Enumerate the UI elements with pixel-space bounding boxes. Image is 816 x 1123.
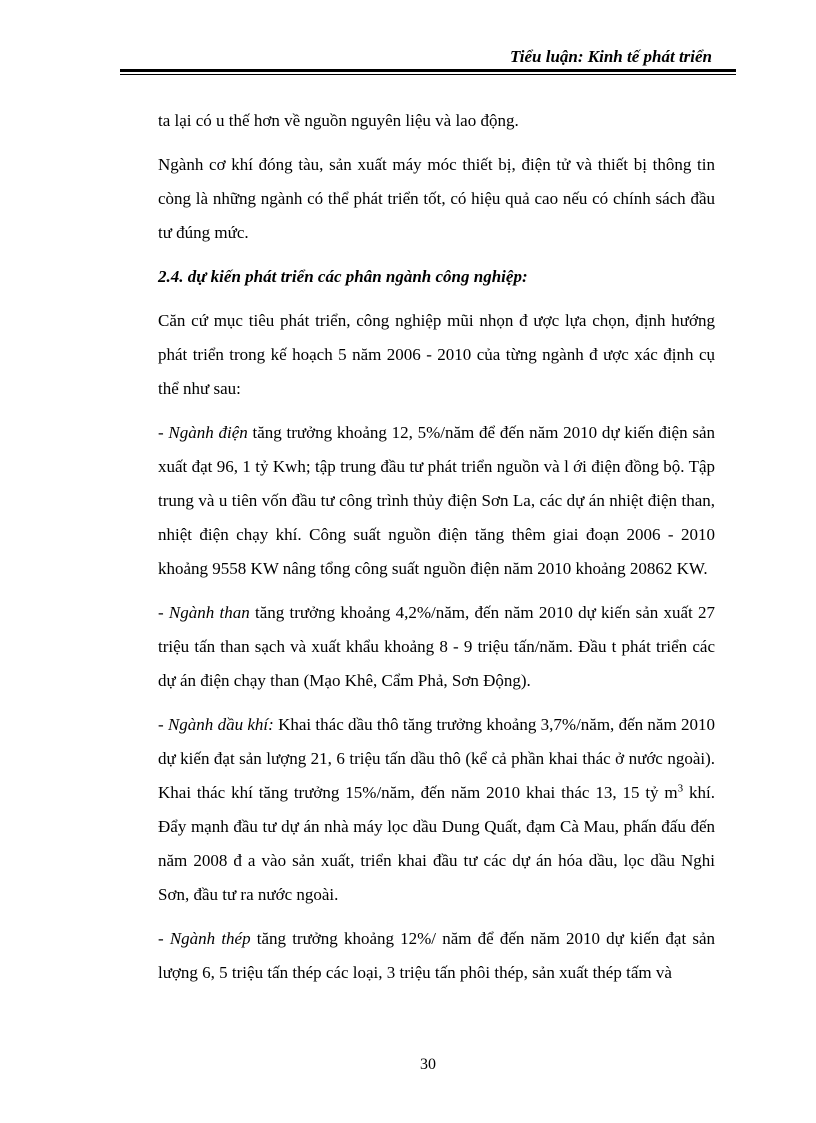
page-header-title: Tiểu luận: Kinh tế phát triển xyxy=(510,47,712,66)
list-dash: - xyxy=(158,715,168,734)
paragraph-text: tăng trưởng khoảng 12, 5%/năm để đến năm 2010 dự kiến điện sản xuất đạt 96, 1 tỷ Kwh; tập trung đầu tư phát triển nguồn và l ới điện đồng bộ. Tập trung và u tiên vốn đầu tư công trình thủy điện Sơn La, các dự án nhiệt điện than, nhiệt điện chạy khí. Công suất nguồn điện tăng thêm giai đoạn 2006 - 2010 khoảng 9558 KW nâng tổng công suất nguồn điện năm 2010 khoảng 20862 KW. xyxy=(158,423,715,578)
paragraph-steel xyxy=(158,922,715,990)
list-dash: - xyxy=(158,929,170,948)
page-body xyxy=(158,104,715,1000)
header-rule-thick xyxy=(120,69,736,72)
list-dash: - xyxy=(158,603,169,622)
paragraph-text: tăng trưởng khoảng 12%/ năm để đến năm 2010 dự kiến đạt sản lượng 6, 5 triệu tấn thép các loại, 3 triệu tấn phôi thép, sản xuất thép tấm và xyxy=(158,929,716,982)
paragraph-mechanical-industry: Ngành cơ khí đóng tàu, sản xuất máy móc thiết bị, điện tử và thiết bị thông tin còng là những ngành có thể phát triển tốt, có hiệu quả cao nếu có chính sách đầu tư đúng mức. xyxy=(158,155,715,242)
paragraph-text: khí. Đẩy mạnh đầu tư dự án nhà máy lọc dầu Dung Quất, đạm Cà Mau, phấn đấu đến năm 2008 đ a vào sản xuất, triển khai đầu tư các dự án hóa dầu, lọc dầu Nghi Sơn, đầu tư ra nước ngoài. xyxy=(158,783,716,904)
superscript: 3 xyxy=(677,782,684,795)
paragraph-oil-gas xyxy=(158,708,715,912)
list-dash: - xyxy=(158,423,169,442)
term-electricity: Ngành điện xyxy=(168,423,248,442)
page-number: 30 xyxy=(420,1056,436,1073)
header-rule-thin xyxy=(120,74,736,75)
paragraph-intro: Căn cứ mục tiêu phát triển, công nghiệp mũi nhọn đ ược lựa chọn, định hướng phát triển trong kế hoạch 5 năm 2006 - 2010 của từng ngành đ ược xác định cụ thể như sau: xyxy=(158,311,715,398)
paragraph-continuation: ta lại có u thế hơn về nguồn nguyên liệu và lao động. xyxy=(158,111,519,130)
term-oil-gas: Ngành dầu khí: xyxy=(167,715,274,734)
paragraph-electricity xyxy=(158,416,715,586)
section-heading: 2.4. dự kiến phát triển các phân ngành công nghiệp: xyxy=(158,267,528,286)
paragraph-text: Khai thác dầu thô tăng trưởng khoảng 3,7%/năm, đến năm 2010 dự kiến đạt sản lượng 21, 6 triệu tấn dầu thô (kể cả phần khai thác ở nước ngoài). Khai thác khí tăng trưởng 15%/năm, đến năm 2010 khai thác 13, 15 tỷ m xyxy=(158,715,715,802)
term-coal: Ngành than xyxy=(168,603,250,622)
paragraph-text: tăng trưởng khoảng 4,2%/năm, đến năm 2010 dự kiến sản xuất 27 triệu tấn than sạch và xuất khẩu khoảng 8 - 9 triệu tấn/năm. Đầu t phát triển các dự án điện chạy than (Mạo Khê, Cẩm Phả, Sơn Động). xyxy=(158,603,716,690)
paragraph-coal xyxy=(158,596,715,698)
term-steel: Ngành thép xyxy=(169,929,251,948)
